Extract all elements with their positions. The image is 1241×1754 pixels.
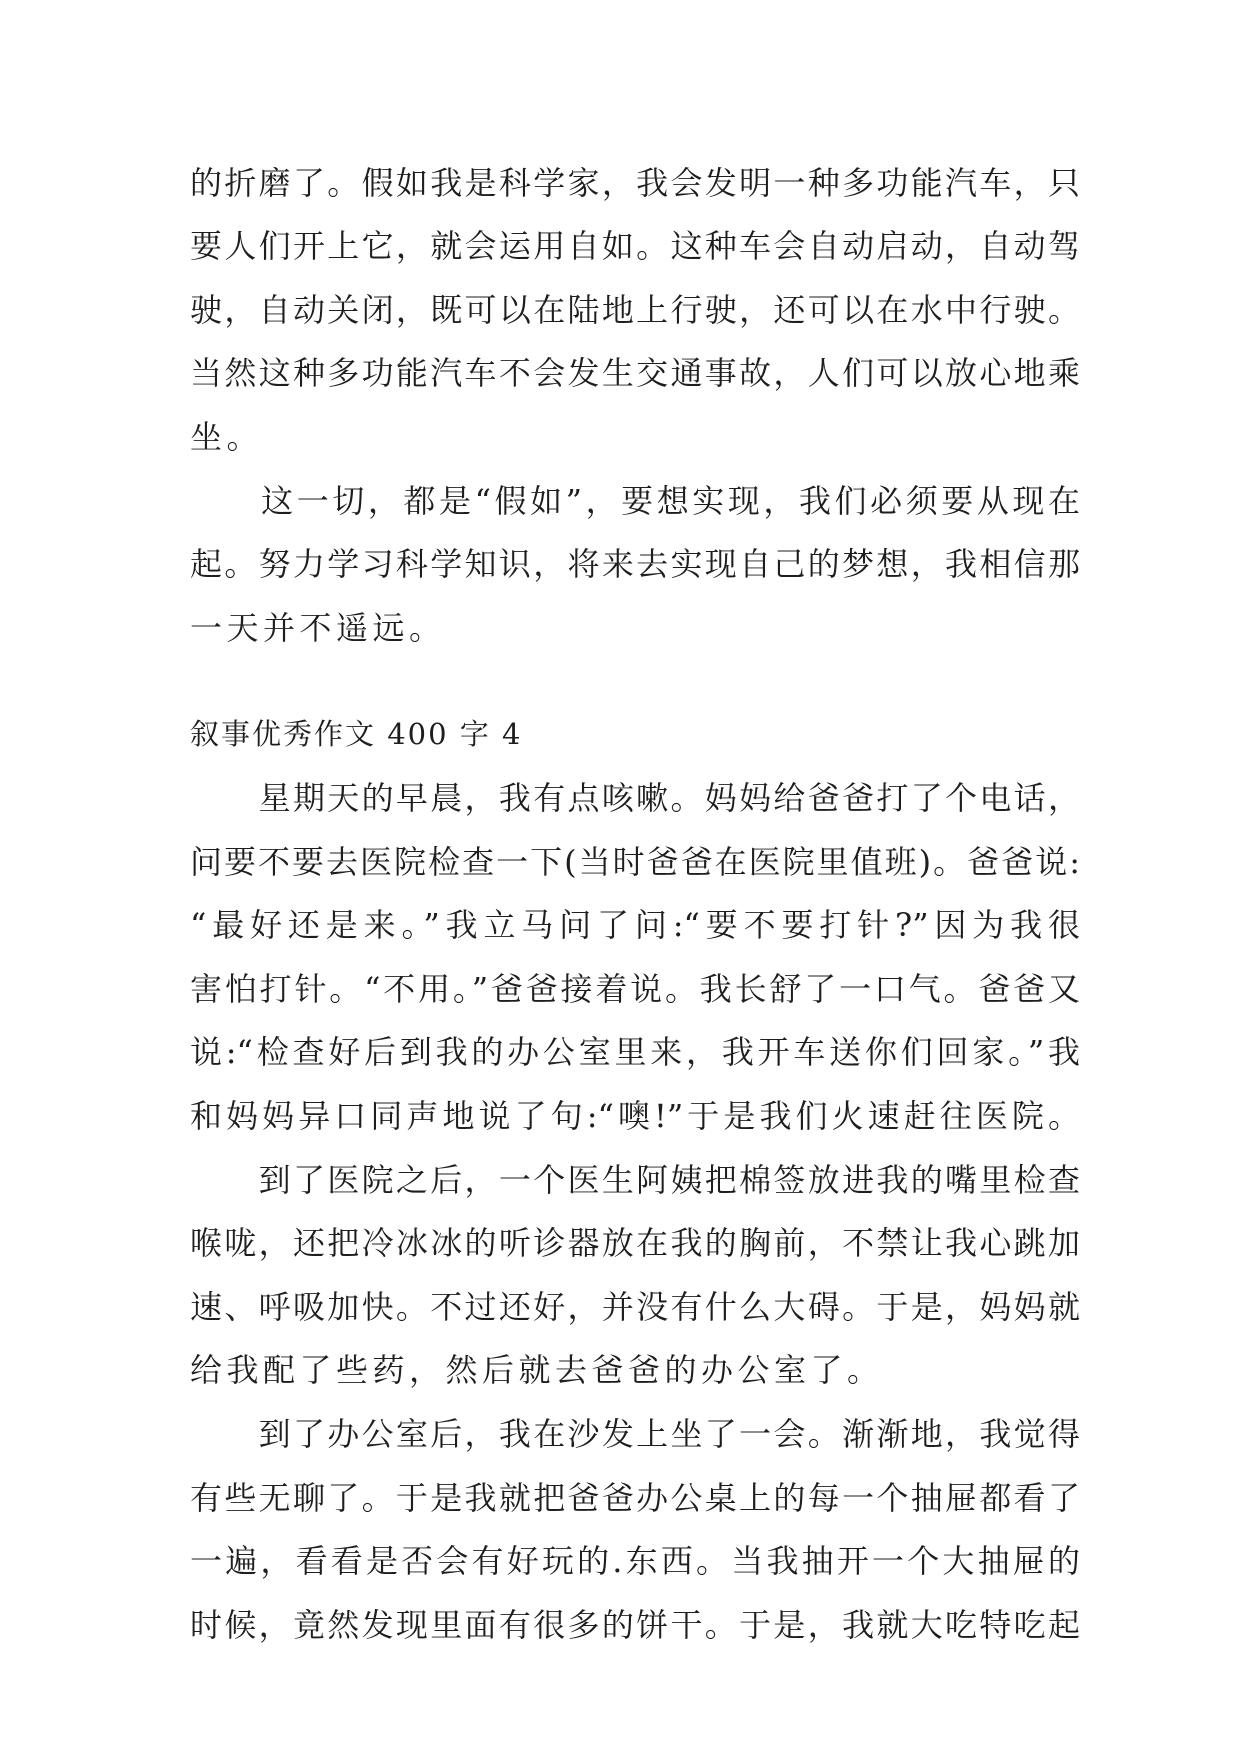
- text-line: 害怕打针。“不用。”爸爸接着说。我长舒了一口气。爸爸又: [190, 970, 1080, 1008]
- text-line: 到了办公室后，我在沙发上坐了一会。渐渐地，我觉得: [190, 1415, 1080, 1453]
- text-line: 和妈妈异口同声地说了句:“噢!”于是我们火速赶往医院。: [190, 1097, 1080, 1135]
- text-line: 要人们开上它，就会运用自如。这种车会自动启动，自动驾: [190, 227, 1080, 265]
- text-line: 给我配了些药，然后就去爸爸的办公室了。: [190, 1351, 884, 1389]
- text-line: 一遍，看看是否会有好玩的.东西。当我抽开一个大抽屉的: [190, 1542, 1080, 1580]
- section-heading: 叙事优秀作文 400 字 4: [190, 717, 523, 751]
- text-line: 问要不要去医院检查一下(当时爸爸在医院里值班)。爸爸说:: [190, 843, 1080, 881]
- text-line: 有些无聊了。于是我就把爸爸办公桌上的每一个抽屉都看了: [190, 1479, 1080, 1517]
- text-line: 速、呼吸加快。不过还好，并没有什么大碍。于是，妈妈就: [190, 1288, 1080, 1326]
- text-line: 星期天的早晨，我有点咳嗽。妈妈给爸爸打了个电话，: [190, 779, 1080, 817]
- text-line: 时候，竟然发现里面有很多的饼干。于是，我就大吃特吃起: [190, 1606, 1080, 1644]
- text-line: 到了医院之后，一个医生阿姨把棉签放进我的嘴里检查: [190, 1161, 1080, 1199]
- text-line: 一天并不遥远。: [190, 609, 446, 647]
- text-line: 坐。: [190, 418, 264, 456]
- text-line: 这一切，都是“假如”，要想实现，我们必须要从现在: [190, 482, 1080, 520]
- text-line: “最好还是来。”我立马问了问:“要不要打针?”因为我很: [190, 906, 1080, 944]
- text-line: 的折磨了。假如我是科学家，我会发明一种多功能汽车，只: [190, 164, 1080, 202]
- text-line: 当然这种多功能汽车不会发生交通事故，人们可以放心地乘: [190, 354, 1080, 392]
- text-line: 驶，自动关闭，既可以在陆地上行驶，还可以在水中行驶。: [190, 291, 1080, 329]
- text-line: 起。努力学习科学知识，将来去实现自己的梦想，我相信那: [190, 545, 1080, 583]
- text-line: 喉咙，还把冷冰冰的听诊器放在我的胸前，不禁让我心跳加: [190, 1224, 1080, 1262]
- text-line: 说:“检查好后到我的办公室里来，我开车送你们回家。”我: [190, 1033, 1080, 1071]
